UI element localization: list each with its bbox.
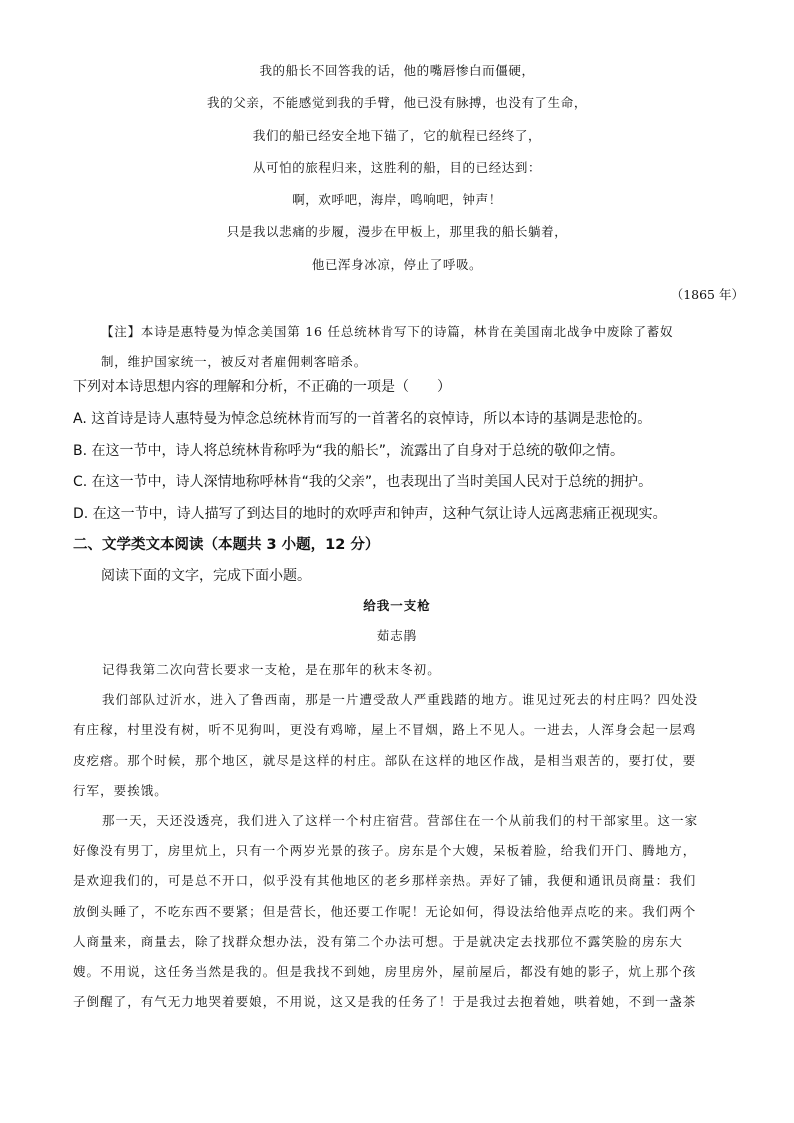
story-line: 行军，要挨饿。	[73, 782, 168, 798]
story-title: 给我一支枪	[363, 598, 431, 613]
option-a: A. 这首诗是诗人惠特曼为悼念总统林肯而写的一首著名的哀悼诗，所以本诗的基调是悲怆的。	[73, 411, 652, 427]
story-line: 放倒头睡了，不吃东西不要紧；但是营长，他还要工作呢！无论如何，得设法给他弄点吃的来。我们两个	[73, 903, 697, 919]
option-c: C. 在这一节中，诗人深情地称呼林肯“我的父亲”，也表现出了当时美国人民对于总统的拥护。	[73, 474, 653, 490]
section-heading: 二、文学类文本阅读（本题共 3 小题，12 分）	[73, 537, 380, 553]
story-line: 记得我第二次向营长要求一支枪，是在那年的秋末冬初。	[102, 662, 441, 677]
option-d: D. 在这一节中，诗人描写了到达目的地时的欢呼声和钟声，这种气氛让诗人远离悲痛正视现实。	[73, 506, 667, 522]
question-stem: 下列对本诗思想内容的理解和分析，不正确的一项是（ ）	[73, 379, 451, 395]
story-paragraph	[73, 655, 723, 685]
story-body	[73, 655, 723, 1017]
story-line: 皮疙瘩。那个时候，那个地区，就尽是这样的村庄。部队在这样的地区作战，是相当艰苦的，要打仗，要	[73, 752, 697, 768]
poem-date: （1865 年）	[670, 287, 744, 302]
poem	[90, 63, 704, 289]
option-b: B. 在这一节中，诗人将总统林肯称呼为“我的船长”，流露出了自身对于总统的敬仰之情。	[73, 443, 625, 459]
story-line: 有庄稼，村里没有树，听不见狗叫，更没有鸡啼，屋上不冒烟，路上不见人。一进去，人浑身会起一层鸡	[73, 722, 697, 738]
note-line: 制，维护国家统一，被反对者雇佣刺客暗杀。	[101, 354, 368, 369]
poem-line: 啊，欢呼吧，海岸，鸣响吧，钟声！	[292, 192, 502, 208]
poem-line: 从可怕的旅程归来，这胜利的船，目的已经达到：	[252, 159, 542, 175]
story-author: 茹志鹃	[376, 628, 418, 643]
poem-note	[101, 317, 717, 377]
note-line: 【注】本诗是惠特曼为悼念美国第 16 任总统林肯写下的诗篇，林肯在美国南北战争中废除了蓄奴	[101, 324, 674, 339]
story-line: 我们部队过沂水，进入了鲁西南，那是一片遭受敌人严重践踏的地方。谁见过死去的村庄吗？四处没	[102, 692, 699, 708]
story-line: 那一天，天还没透亮，我们进入了这样一个村庄宿营。营部住在一个从前我们的村干部家里。这一家	[102, 813, 699, 829]
poem-line: 他已浑身冰凉，停止了呼吸。	[311, 256, 483, 272]
poem-line: 只是我以悲痛的步履，漫步在甲板上，那里我的船长躺着，	[226, 224, 568, 240]
story-paragraph	[73, 685, 723, 806]
story-line: 嫂。不用说，这任务当然是我的。但是我找不到她，房里房外，屋前屋后，都没有她的影子，炕上那个孩	[73, 964, 697, 980]
poem-line: 我的船长不回答我的话，他的嘴唇惨白而僵硬，	[259, 63, 535, 78]
poem-line: 我们的船已经安全地下锚了，它的航程已经终了，	[252, 127, 542, 143]
story-paragraph	[73, 806, 723, 1017]
story-line: 子倒醒了，有气无力地哭着要娘，不用说，这又是我的任务了！于是我过去抱着她，哄着她，不到一盏茶	[73, 994, 697, 1010]
reading-instruction: 阅读下面的文字，完成下面小题。	[101, 568, 311, 584]
poem-line: 我的父亲，不能感觉到我的手臂，他已没有脉搏，也没有了生命，	[207, 95, 587, 111]
story-line: 是欢迎我们的，可是总不开口，似乎没有其他地区的老乡那样亲热。弄好了铺，我便和通讯员商量：我们	[73, 873, 697, 889]
story-line: 好像没有男丁，房里炕上，只有一个两岁光景的孩子。房东是个大嫂，呆板着脸，给我们开门、腾地方，	[73, 843, 697, 859]
story-line: 人商量来，商量去，除了找群众想办法，没有第二个办法可想。于是就决定去找那位不露笑脸的房东大	[73, 933, 683, 949]
